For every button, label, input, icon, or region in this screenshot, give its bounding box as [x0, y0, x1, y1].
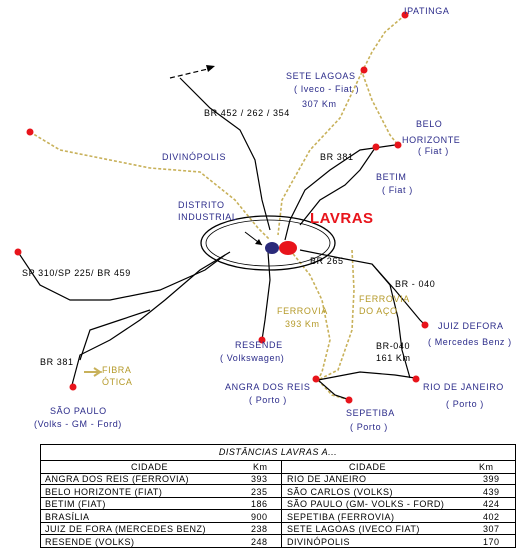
district-label-1: DISTRITO — [178, 200, 225, 210]
road-label-br040-km: 161 Km — [376, 353, 411, 363]
city-dot-rio — [413, 376, 420, 383]
road-north-dashed — [170, 68, 212, 78]
right-city-cell: DIVINÓPOLIS — [287, 536, 351, 547]
city-juiz-de-fora-sub: ( Mercedes Benz ) — [428, 337, 512, 347]
road-label-br381-top: BR 381 — [320, 152, 354, 162]
rail-ipatinga — [362, 15, 405, 145]
city-sepetiba-sub: ( Porto ) — [350, 422, 388, 432]
road-sepetiba — [318, 380, 350, 400]
city-bh-2: HORIZONTE — [402, 135, 461, 145]
city-angra-sub: ( Porto ) — [249, 395, 287, 405]
city-sao-paulo-sub: (Volks - GM - Ford) — [34, 419, 122, 429]
road-label-br381-bottom: BR 381 — [40, 357, 74, 367]
road-sp-extra — [80, 310, 150, 360]
header-km-right: Km — [479, 462, 494, 472]
table-caption: DISTÂNCIAS LAVRAS A... — [218, 447, 338, 457]
left-km-cell: 238 — [251, 524, 268, 534]
table-divider — [281, 460, 282, 547]
city-dot-bh — [395, 142, 402, 149]
rail-aco — [318, 250, 354, 400]
city-dot-jf — [422, 322, 429, 329]
right-km-cell: 307 — [483, 524, 500, 534]
city-rio-sub: ( Porto ) — [446, 399, 484, 409]
table-row — [41, 536, 515, 547]
left-city-cell: BETIM (FIAT) — [45, 499, 106, 509]
table-header — [41, 460, 515, 474]
city-dot-sepetiba — [346, 397, 353, 404]
header-km-left: Km — [253, 462, 268, 472]
left-city-cell: BELO HORIZONTE (FIAT) — [45, 486, 163, 497]
road-label-sp310: SP 310/SP 225/ BR 459 — [22, 268, 131, 278]
left-km-cell: 235 — [251, 486, 268, 497]
city-divinopolis: DIVINÓPOLIS — [162, 152, 227, 162]
rail-label-aco-1: FERROVIA — [359, 294, 410, 304]
district-label-2: INDUSTRIAL — [178, 212, 238, 222]
road-label-br040b: BR-040 — [376, 341, 411, 351]
city-resende-sub: ( Volkswagen) — [220, 353, 285, 363]
right-city-cell: SÃO CARLOS (VOLKS) — [287, 486, 394, 497]
city-dot-betim — [373, 144, 380, 151]
right-km-cell: 402 — [483, 511, 500, 522]
right-city-cell: SEPETIBA (FERROVIA) — [287, 511, 395, 522]
lavras-label: LAVRAS — [310, 210, 374, 227]
city-dot-sete-lagoas — [361, 67, 368, 74]
city-dot-divinopolis — [27, 129, 34, 136]
city-sete-lagoas-sub: ( Iveco - Fiat ) — [294, 84, 360, 94]
city-sao-paulo: SÃO PAULO — [50, 406, 107, 416]
rail-label-ferrovia-km: 393 Km — [285, 319, 320, 329]
city-bh-sub: ( Fiat ) — [418, 146, 449, 156]
rail-label-fibra-1: FIBRA — [102, 365, 132, 375]
left-city-cell: ANGRA DOS REIS (FERROVIA) — [45, 474, 190, 484]
city-ipatinga: IPATINGA — [404, 6, 450, 16]
city-betim: BETIM — [376, 172, 407, 182]
right-km-cell: 424 — [483, 499, 500, 509]
road-resende — [262, 252, 270, 340]
city-juiz-de-fora: JUIZ DEFORA — [438, 321, 504, 331]
left-km-cell: 186 — [251, 499, 268, 509]
city-dot-sp310 — [15, 249, 22, 256]
right-km-cell: 170 — [483, 536, 500, 547]
city-bh-1: BELO — [416, 119, 443, 129]
table-row — [41, 486, 515, 498]
road-label-br452: BR 452 / 262 / 354 — [204, 108, 290, 118]
right-city-cell: RIO DE JANEIRO — [287, 474, 367, 484]
table-row — [41, 498, 515, 510]
rail-label-ferrovia: FERROVIA — [277, 306, 328, 316]
city-rio: RIO DE JANEIRO — [423, 382, 504, 392]
city-dot-angra — [313, 376, 320, 383]
city-angra: ANGRA DOS REIS — [225, 382, 311, 392]
distance-table — [40, 444, 516, 548]
city-resende: RESENDE — [235, 340, 283, 350]
right-km-cell: 439 — [483, 486, 500, 497]
left-city-cell: BRASÍLIA — [45, 511, 90, 522]
right-km-cell: 399 — [483, 474, 500, 484]
city-dot-sp — [70, 384, 77, 391]
rail-fibra-arrow — [84, 368, 100, 376]
header-city-left: CIDADE — [131, 462, 169, 472]
lavras-dot-blue — [265, 242, 279, 254]
city-sete-lagoas: SETE LAGOAS — [286, 71, 356, 81]
road-label-br265: BR 265 — [310, 256, 344, 266]
table-row — [41, 511, 515, 523]
north-arrow-icon — [206, 65, 215, 72]
left-km-cell: 393 — [251, 474, 268, 484]
lavras-dot-red — [279, 241, 297, 255]
left-km-cell: 900 — [251, 511, 268, 522]
rail-label-aco-2: DO AÇO — [359, 306, 398, 316]
left-km-cell: 248 — [251, 536, 268, 547]
road-rio — [318, 372, 415, 380]
city-betim-sub: ( Fiat ) — [382, 185, 413, 195]
road-label-br040a: BR - 040 — [395, 279, 436, 289]
right-city-cell: SETE LAGOAS (IVECO FIAT) — [287, 524, 420, 534]
rail-label-fibra-2: ÓTICA — [102, 377, 133, 387]
right-city-cell: SÃO PAULO (GM- VOLKS - FORD) — [287, 499, 445, 509]
city-sepetiba: SEPETIBA — [346, 408, 395, 418]
header-city-right: CIDADE — [349, 462, 387, 472]
table-row — [41, 523, 515, 535]
table-row — [41, 473, 515, 485]
left-city-cell: JUIZ DE FORA (MERCEDES BENZ) — [45, 524, 207, 534]
city-sete-lagoas-km: 307 Km — [302, 99, 337, 109]
left-city-cell: RESENDE (VOLKS) — [45, 536, 135, 547]
